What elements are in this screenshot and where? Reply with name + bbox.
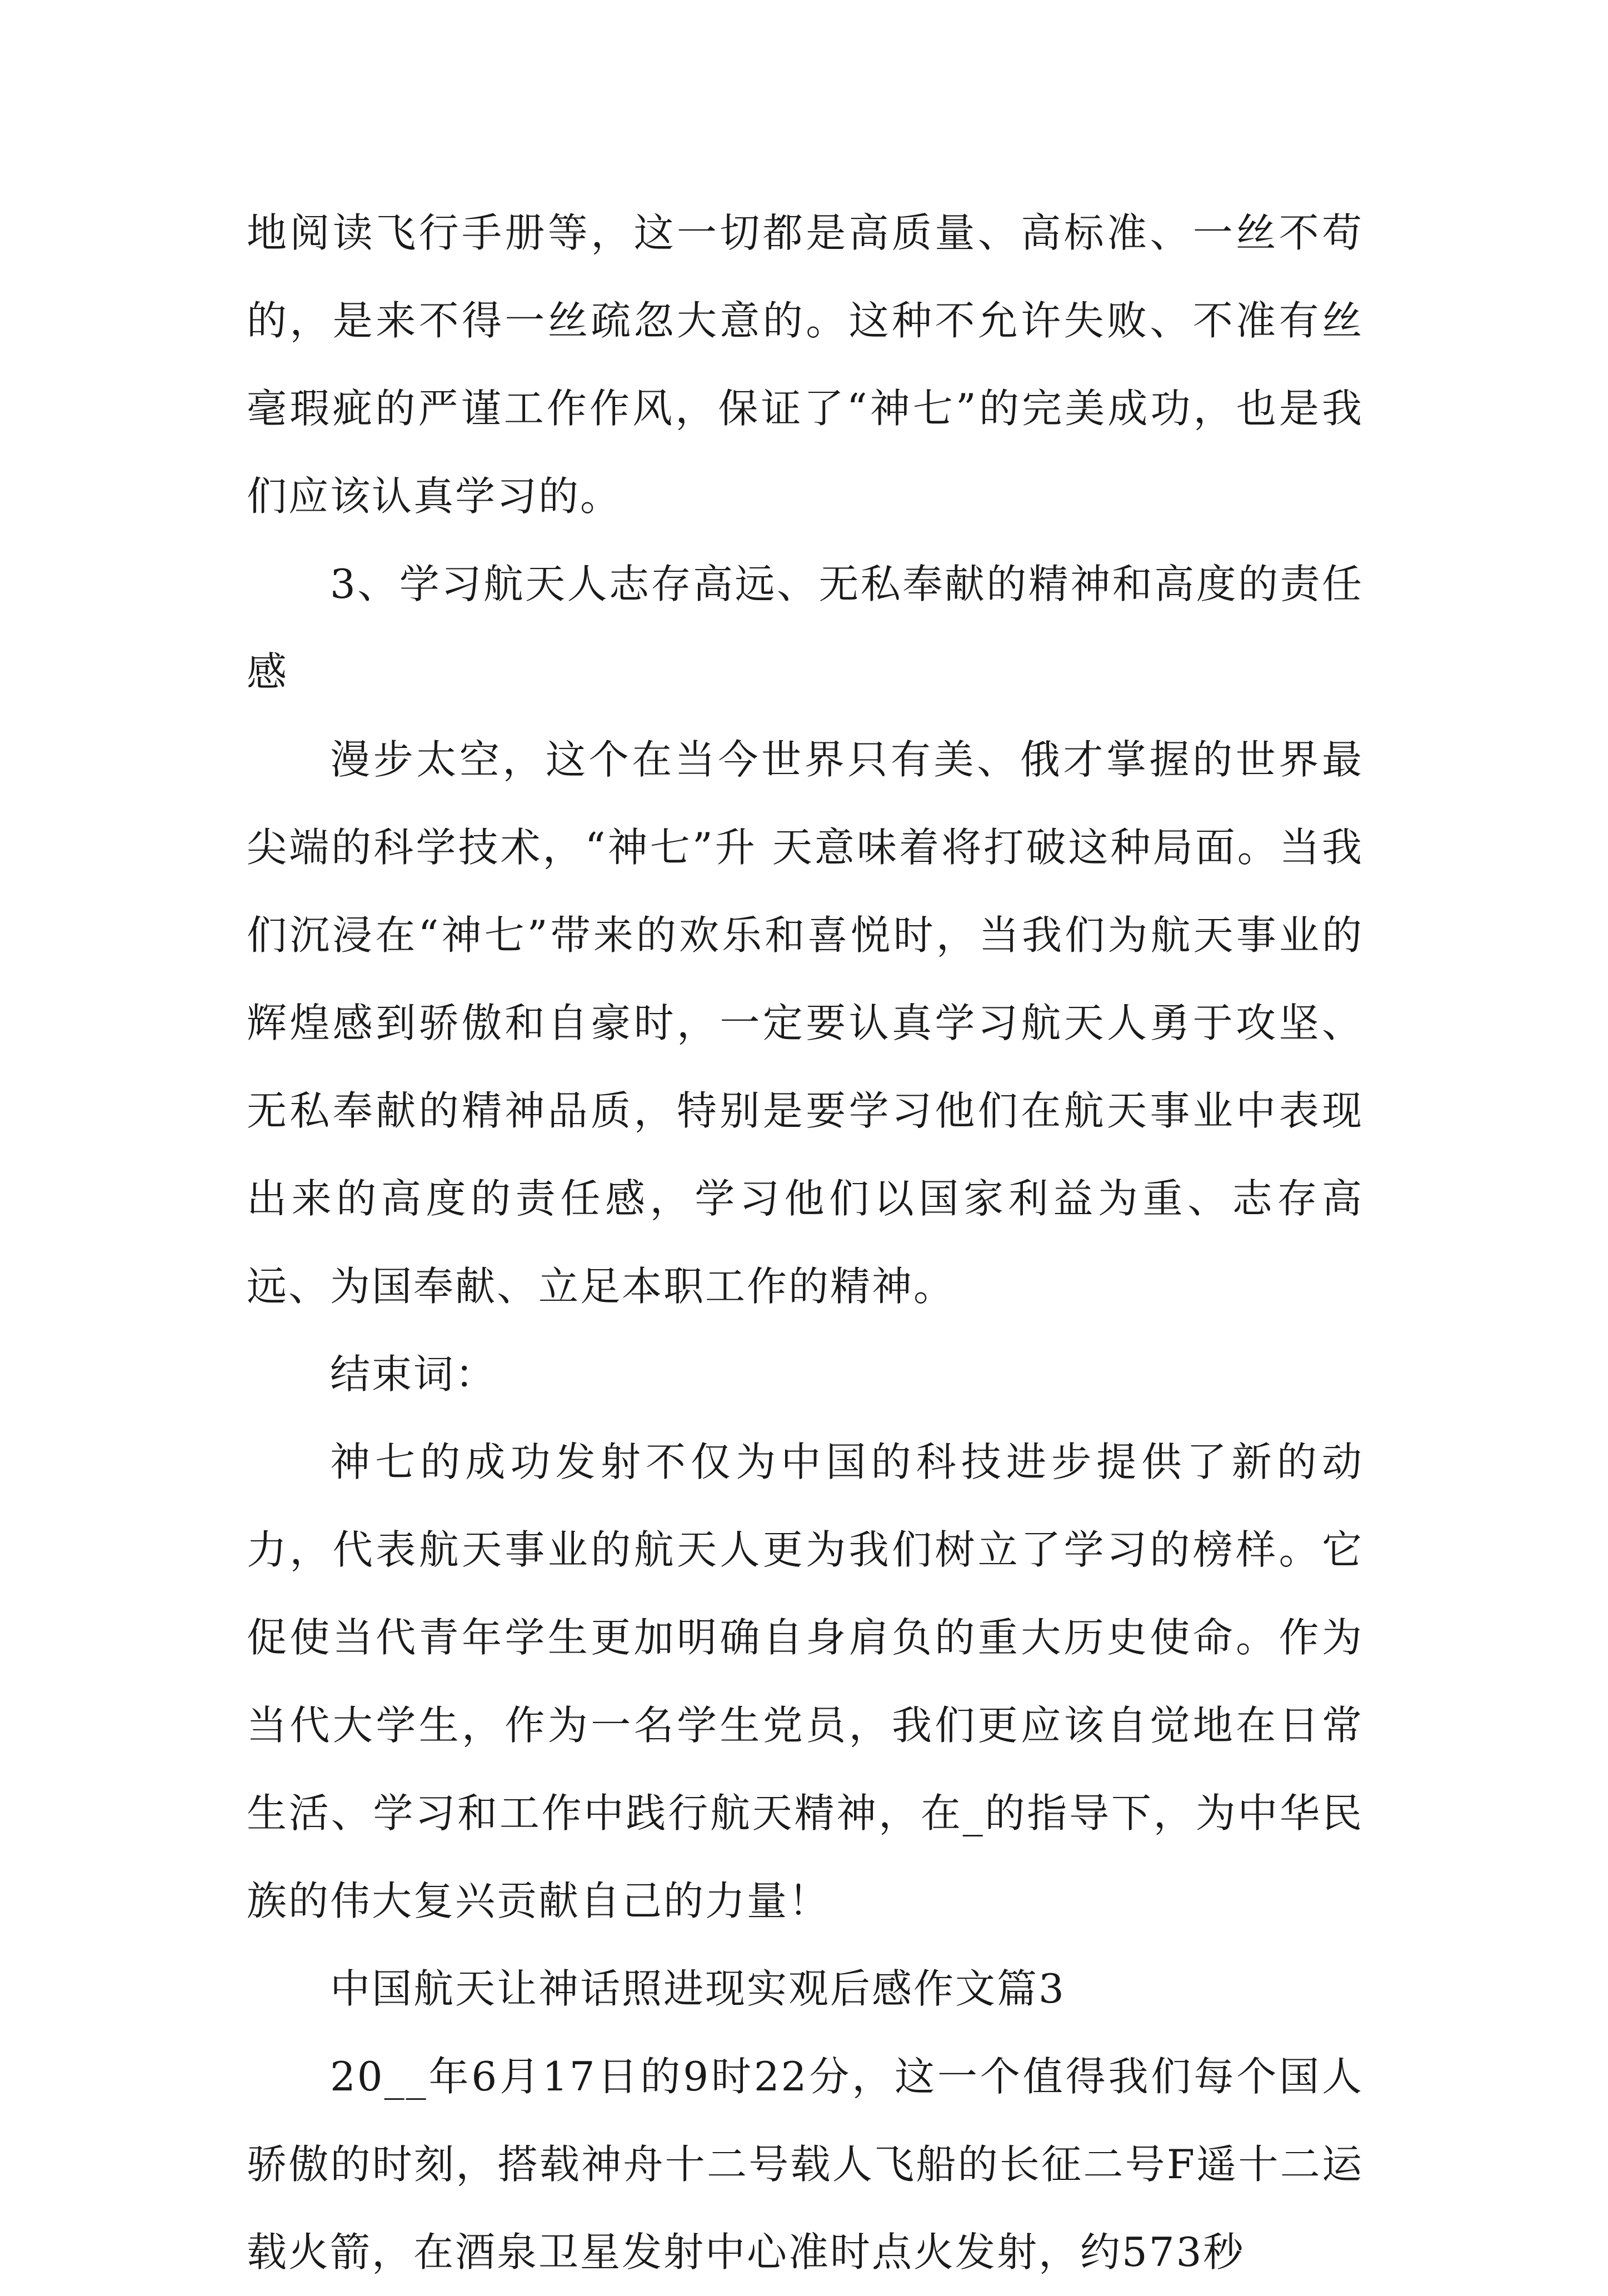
- section-heading-3: 3、学习航天人志存高远、无私奉献的精神和高度的责任感: [247, 561, 1364, 695]
- paragraph: 神七的成功发射不仅为中国的科技进步提供了新的动力，代表航天事业的航天人更为我们树立了学习的榜样。它促使当代青年学生更加明确自身肩负的重大历史使命。作为当代大学生，作为一名学生党员，我们更应该自觉地在日常生活、学习和工作中践行航天精神，在_的指导下，为中华民族的伟大复兴贡献自己的力量！: [247, 1439, 1364, 1924]
- paragraph: 漫步太空，这个在当今世界只有美、俄才掌握的世界最尖端的科学技术，“神七”升 天意味着将打破这种局面。当我们沉浸在“神七”带来的欢乐和喜悦时，当我们为航天事业的辉煌感到骄傲和自豪时，一定要认真学习航天人勇于攻坚、无私奉献的精神品质，特别是要学习他们在航天事业中表现出来的高度的责任感，学习他们以国家利益为重、志存高远、为国奉献、立足本职工作的精神。: [247, 736, 1364, 1310]
- document-body: [247, 189, 1364, 2296]
- paragraph: 20__年6月17日的9时22分，这一个值得我们每个国人骄傲的时刻，搭载神舟十二号载人飞船的长征二号F遥十二运载火箭，在酒泉卫星发射中心准时点火发射，约573秒: [247, 2053, 1364, 2275]
- article-title: 中国航天让神话照进现实观后感作文篇3: [330, 1965, 1066, 2012]
- closing-heading: 结束词：: [330, 1351, 497, 1397]
- paragraph-continuation: 地阅读飞行手册等，这一切都是高质量、高标准、一丝不苟的，是来不得一丝疏忽大意的。这种不允许失败、不准有丝毫瑕疵的严谨工作作风，保证了“神七”的完美成功，也是我们应该认真学习的。: [247, 209, 1364, 520]
